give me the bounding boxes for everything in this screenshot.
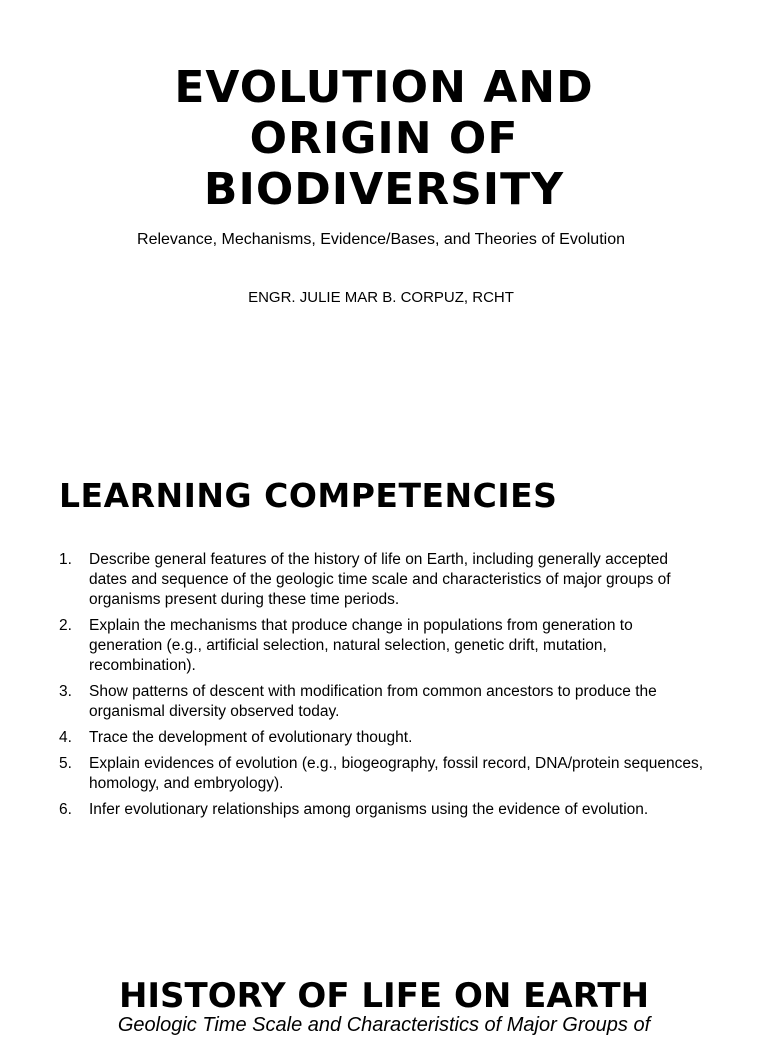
list-item-number: 1. (59, 551, 72, 568)
section-heading: HISTORY OF LIFE ON EARTH (118, 976, 650, 1016)
list-item (59, 550, 709, 610)
document-subtitle: Relevance, Mechanisms, Evidence/Bases, and Theories of Evolution (137, 231, 625, 248)
competency-list (59, 550, 709, 826)
list-item-text: Show patterns of descent with modification from common ancestors to produce the organismal diversity observed today. (89, 683, 657, 720)
list-item-text: Describe general features of the history of life on Earth, including generally accepted dates and sequence of the geologic time scale and characteristics of major groups of organisms present during these time periods. (89, 551, 671, 608)
author-name: ENGR. JULIE MAR B. CORPUZ, RCHT (248, 289, 514, 306)
list-item-number: 6. (59, 801, 72, 818)
list-item-number: 3. (59, 683, 72, 700)
list-item (59, 754, 709, 794)
list-item (59, 616, 709, 676)
list-item-text: Infer evolutionary relationships among organisms using the evidence of evolution. (89, 801, 649, 818)
list-item-number: 5. (59, 755, 72, 772)
list-item-text: Explain the mechanisms that produce change in populations from generation to generation (e.g., artificial selection, natural selection, genetic drift, mutation, recombination). (89, 617, 633, 674)
section-subtitle: Geologic Time Scale and Characteristics of Major Groups of (117, 1014, 651, 1036)
list-item-number: 2. (59, 617, 72, 634)
list-item (59, 682, 709, 722)
list-item (59, 800, 709, 820)
list-item-number: 4. (59, 729, 72, 746)
section-heading: LEARNING COMPETENCIES (59, 476, 558, 515)
list-item-text: Trace the development of evolutionary thought. (89, 729, 413, 746)
document-title: EVOLUTION AND ORIGIN OF BIODIVERSITY (174, 62, 594, 215)
list-item (59, 728, 709, 748)
list-item-text: Explain evidences of evolution (e.g., biogeography, fossil record, DNA/protein sequences, homology, and embryology). (89, 755, 704, 792)
